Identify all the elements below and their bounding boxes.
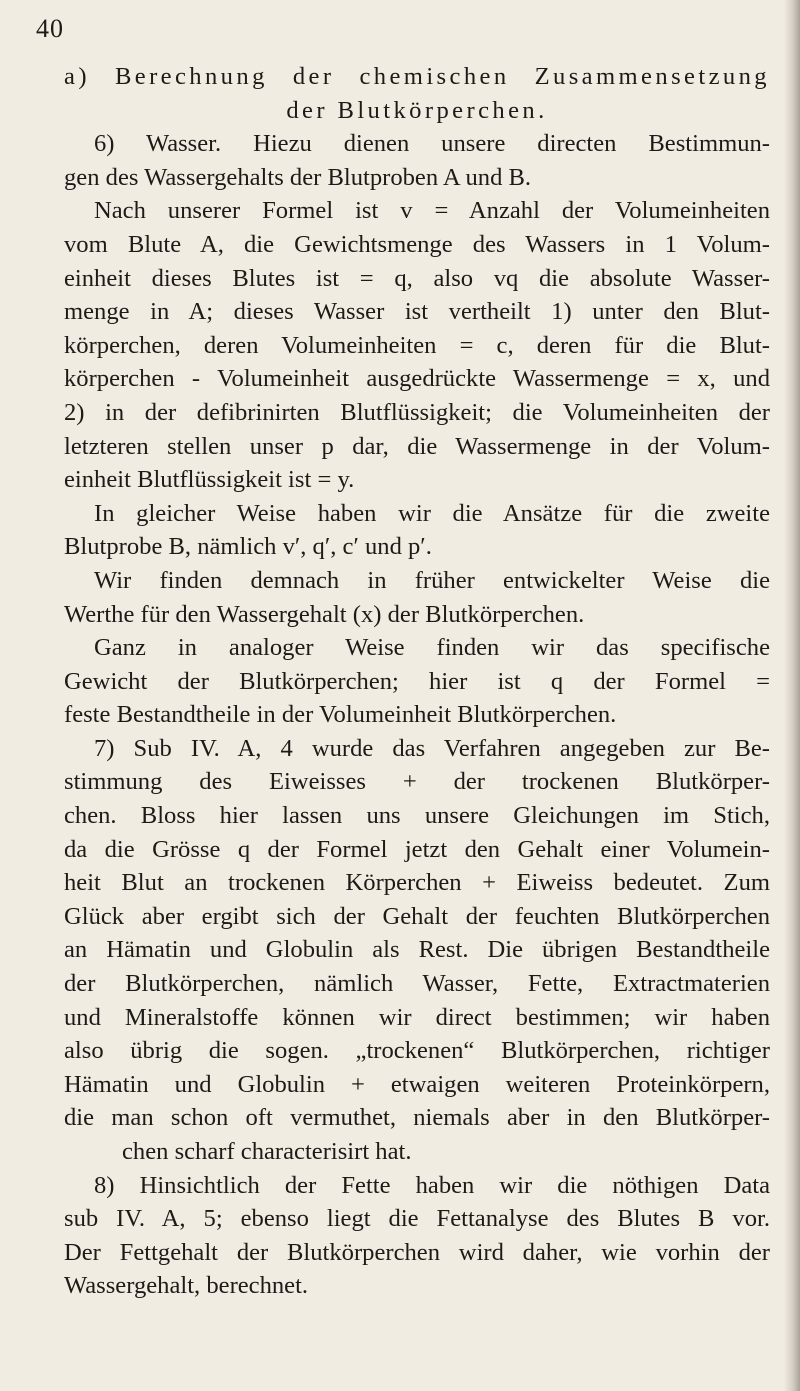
- paragraph-formula-line: Nach unserer Formel ist v = Anzahl der Volumeinheiten: [94, 197, 770, 225]
- page-edge-shadow: [784, 0, 800, 1391]
- paragraph-formula-line: letzteren stellen unser p dar, die Wassermenge in der Volum-: [64, 432, 770, 460]
- paragraph-protein-line: Hämatin und Globulin + etwaigen weiteren Proteinkörpern,: [64, 1070, 770, 1098]
- page-number: 40: [36, 14, 64, 43]
- text-block: [64, 60, 770, 1303]
- paragraph-fats-line: sub IV. A, 5; ebenso liegt die Fettanalyse des Blutes B vor.: [64, 1205, 770, 1233]
- paragraph-specific-weight-line: feste Bestandtheile in der Volumeinheit Blutkörperchen.: [64, 701, 617, 729]
- paragraph-protein-line: der Blutkörperchen, nämlich Wasser, Fette, Extractmaterien: [64, 970, 770, 998]
- section-heading-line-1: a) Berechnung der chemischen Zusammensetzung: [64, 63, 770, 90]
- section-heading-line-2: der Blutkörperchen.: [286, 96, 548, 124]
- paragraph-sample-b-line: Blutprobe B, nämlich v′, q′, c′ und p′.: [64, 533, 432, 561]
- paragraph-formula-line: vom Blute A, die Gewichtsmenge des Wassers in 1 Volum-: [64, 230, 770, 258]
- paragraph-sample-b-line: In gleicher Weise haben wir die Ansätze für die zweite: [94, 499, 770, 527]
- paragraph-protein-line: an Hämatin und Globulin als Rest. Die übrigen Bestandtheile: [64, 936, 770, 964]
- paragraph-specific-weight-line: Ganz in analoger Weise finden wir das specifische: [94, 634, 770, 662]
- paragraph-formula-line: einheit Blutflüssigkeit ist = y.: [64, 466, 355, 494]
- paragraph-fats-line: Wassergehalt, berechnet.: [64, 1272, 309, 1300]
- paragraph-protein-line: chen. Bloss hier lassen uns unsere Gleichungen im Stich,: [64, 802, 770, 830]
- paragraph-water-values-line: Werthe für den Wassergehalt (x) der Blutkörperchen.: [64, 600, 585, 628]
- paragraph-protein-line: also übrig die sogen. „trockenen“ Blutkörperchen, richtiger: [64, 1037, 770, 1065]
- paragraph-formula-line: menge in A; dieses Wasser ist vertheilt 1) unter den Blut-: [64, 298, 770, 326]
- paragraph-protein-line: die man schon oft vermuthet, niemals aber in den Blutkörper-: [64, 1104, 770, 1132]
- paragraph-formula-line: körperchen - Volumeinheit ausgedrückte Wassermenge = x, und: [64, 365, 770, 393]
- paragraph-protein-line: da die Grösse q der Formel jetzt den Gehalt einer Volumein-: [64, 835, 770, 863]
- paragraph-formula-line: 2) in der defibrinirten Blutflüssigkeit; die Volumeinheiten der: [64, 398, 770, 426]
- paragraph-protein-line: heit Blut an trockenen Körperchen + Eiweiss bedeutet. Zum: [64, 869, 770, 897]
- paragraph-water-line: 6) Wasser. Hiezu dienen unsere directen Bestimmun-: [94, 130, 770, 158]
- paragraph-water-line: gen des Wassergehalts der Blutproben A und B.: [64, 163, 532, 191]
- paragraph-fats-line: 8) Hinsichtlich der Fette haben wir die nöthigen Data: [94, 1171, 770, 1199]
- paragraph-protein-line: und Mineralstoffe können wir direct bestimmen; wir haben: [64, 1003, 770, 1031]
- paragraph-formula-line: körperchen, deren Volumeinheiten = c, deren für die Blut-: [64, 331, 770, 359]
- paragraph-specific-weight-line: Gewicht der Blutkörperchen; hier ist q der Formel =: [64, 667, 770, 695]
- paragraph-formula-line: einheit dieses Blutes ist = q, also vq die absolute Wasser-: [64, 264, 770, 292]
- paragraph-protein-line: Glück aber ergibt sich der Gehalt der feuchten Blutkörperchen: [64, 902, 770, 930]
- paragraph-protein-line: stimmung des Eiweisses + der trockenen Blutkörper-: [64, 768, 770, 796]
- paragraph-protein-line: 7) Sub IV. A, 4 wurde das Verfahren angegeben zur Be-: [94, 734, 770, 762]
- paragraph-fats-line: Der Fettgehalt der Blutkörperchen wird daher, wie vorhin der: [64, 1238, 770, 1266]
- paragraph-protein-line: chen scharf characterisirt hat.: [122, 1138, 412, 1165]
- paragraph-water-values-line: Wir finden demnach in früher entwickelter Weise die: [94, 566, 770, 594]
